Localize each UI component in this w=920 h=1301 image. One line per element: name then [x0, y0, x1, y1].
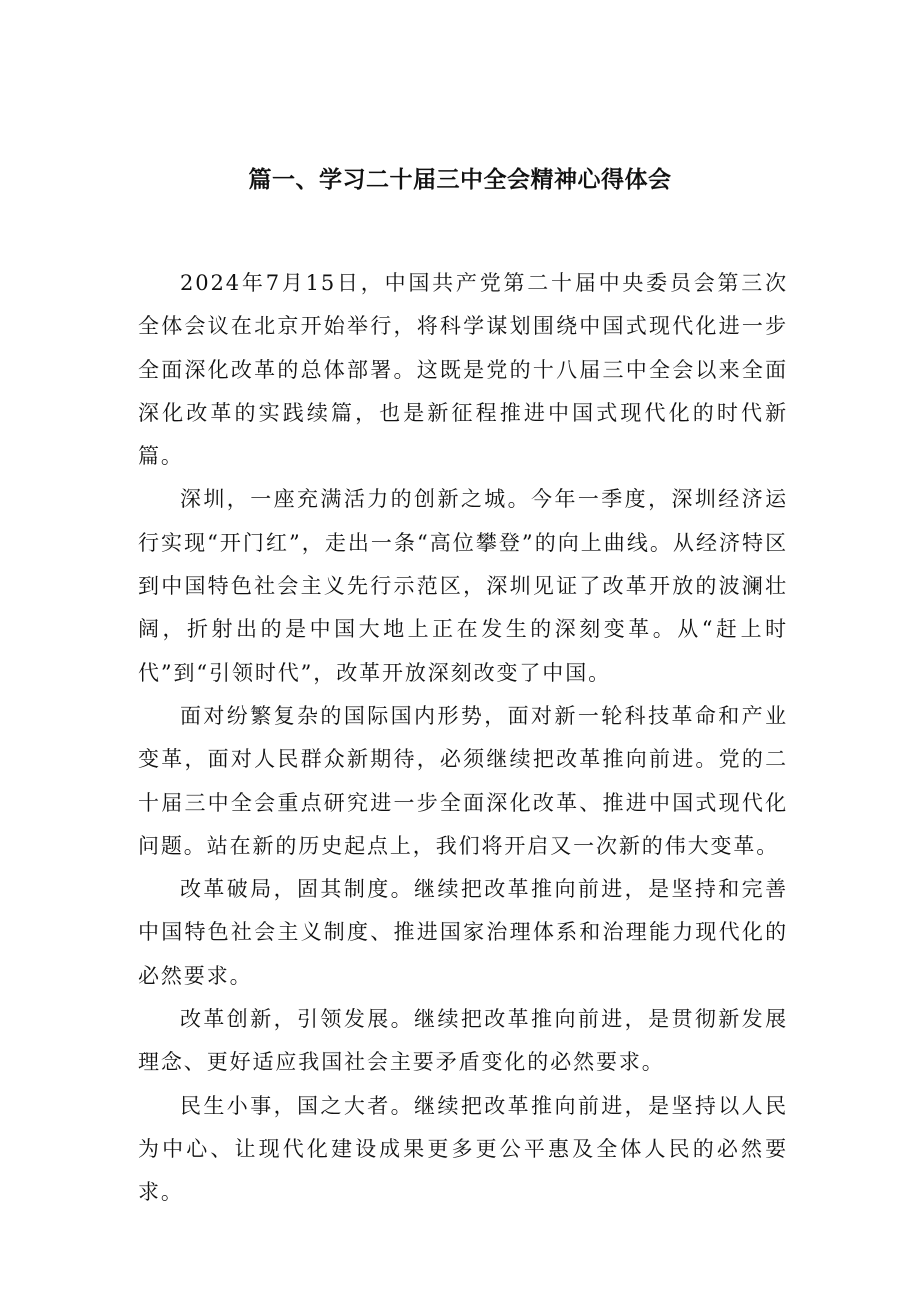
paragraph-6: 民生小事，国之大者。继续把改革推向前进，是坚持以人民为中心、让现代化建设成果更多更公平惠及全体人民的必然要求。: [138, 1093, 788, 1205]
document-title: 篇一、学习二十届三中全会精神心得体会: [248, 167, 672, 193]
paragraph-3: 面对纷繁复杂的国际国内形势，面对新一轮科技革命和产业变革，面对人民群众新期待，必须继续把改革推向前进。党的二十届三中全会重点研究进一步全面深化改革、推进中国式现代化问题。站在新的历史起点上，我们将开启又一次新的伟大变革。: [138, 703, 788, 858]
paragraph-4: 改革破局，固其制度。继续把改革推向前进，是坚持和完善中国特色社会主义制度、推进国家治理体系和治理能力现代化的必然要求。: [138, 877, 788, 988]
document-body: [138, 262, 788, 1215]
paragraph-1: 2024年7月15日，中国共产党第二十届中央委员会第三次全体会议在北京开始举行，将科学谋划围绕中国式现代化进一步全面深化改革的总体部署。这既是党的十八届三中全会以来全面深化改革的实践续篇，也是新征程推进中国式现代化的时代新篇。: [138, 271, 788, 469]
paragraph-2: 深圳，一座充满活力的创新之城。今年一季度，深圳经济运行实现“开门红”，走出一条“高位攀登”的向上曲线。从经济特区到中国特色社会主义先行示范区，深圳见证了改革开放的波澜壮阔，折射出的是中国大地上正在发生的深刻变革。从“赶上时代”到“引领时代”，改革开放深刻改变了中国。: [138, 487, 788, 685]
paragraph-5: 改革创新，引领发展。继续把改革推向前进，是贯彻新发展理念、更好适应我国社会主要矛盾变化的必然要求。: [138, 1007, 788, 1075]
